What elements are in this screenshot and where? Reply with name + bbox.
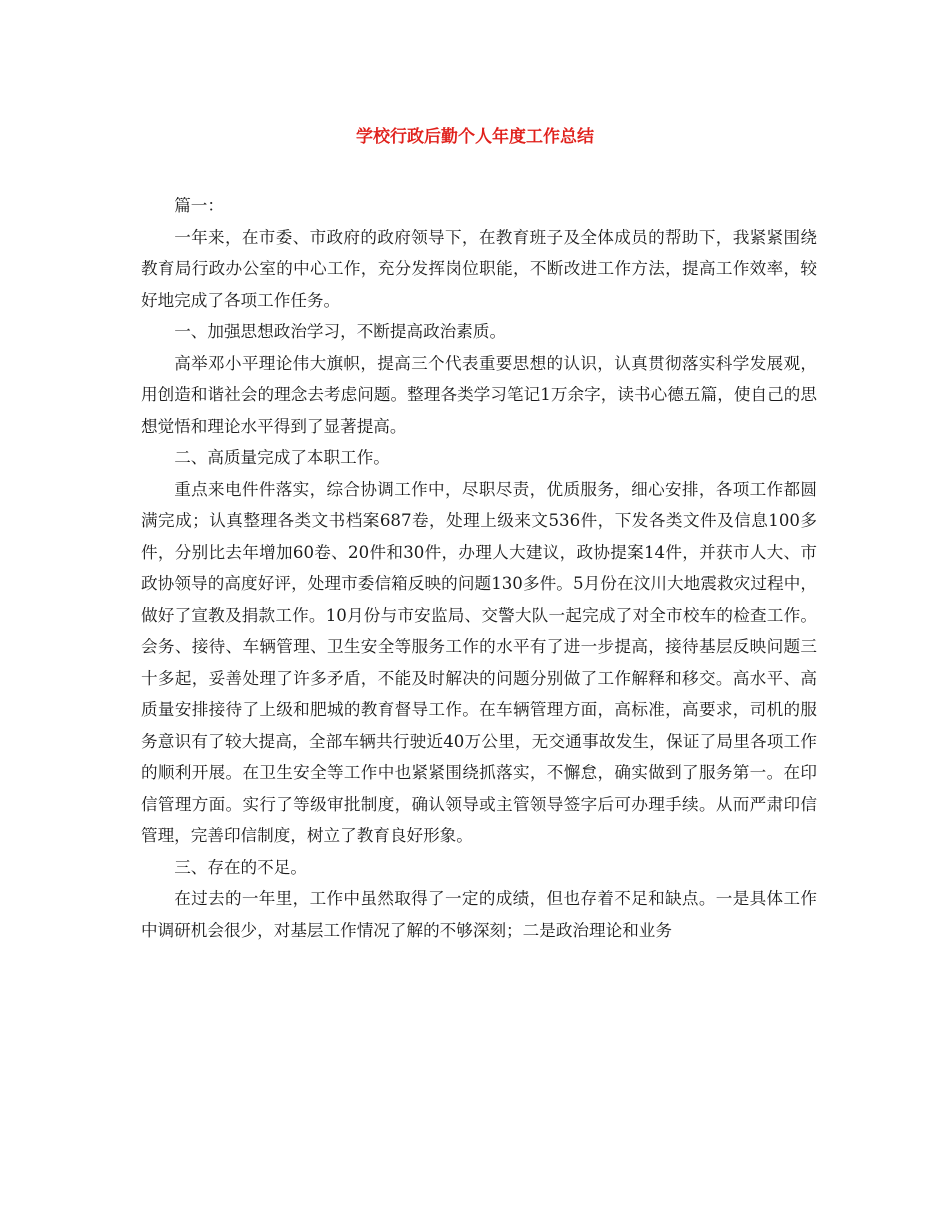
- section-heading-one: 一、加强思想政治学习，不断提高政治素质。: [174, 322, 507, 341]
- section-heading-two: 二、高质量完成了本职工作。: [174, 448, 390, 467]
- section-three-paragraph: 在过去的一年里，工作中虽然取得了一定的成绩，但也存着不足和缺点。一是具体工作中调研机会很少，对基层工作情况了解的不够深刻；二是政治理论和业务: [141, 889, 817, 940]
- section-heading-three: 三、存在的不足。: [174, 857, 307, 877]
- section-one-paragraph: 高举邓小平理论伟大旗帜，提高三个代表重要思想的认识，认真贯彻落实科学发展观，用创造和谐社会的理念去考虑问题。整理各类学习笔记1万余字，读书心德五篇，使自己的思想觉悟和理论水平得到了显著提高。: [141, 353, 817, 436]
- intro-paragraph: 一年来，在市委、市政府的政府领导下，在教育班子及全体成员的帮助下，我紧紧围绕教育局行政办公室的中心工作，充分发挥岗位职能，不断改进工作方法，提高工作效率，较好地完成了各项工作任务。: [141, 227, 817, 310]
- section-label-part-one: 篇一：: [174, 196, 224, 215]
- document-title: 学校行政后勤个人年度工作总结: [356, 127, 594, 147]
- section-two-paragraph: 重点来电件件落实，综合协调工作中，尽职尽责，优质服务，细心安排，各项工作都圆满完成；认真整理各类文书档案687卷，处理上级来文536件，下发各类文件及信息100多件，分别比去年增加60卷、20件和30件，办理人大建议，政协提案14件，并获市人大、市政协领导的高度好评，处理市委信箱反映的问题130多件。5月份在汶川大地震救灾过程中，做好了宣教及捐款工作。10月份与市安监局、交警大队一起完成了对全市校车的检查工作。会务、接待、车辆管理、卫生安全等服务工作的水平有了进一步提高，接待基层反映问题三十多起，妥善处理了许多矛盾，不能及时解决的问题分别做了工作解释和移交。高水平、高质量安排接待了上级和肥城的教育督导工作。在车辆管理方面，高标准，高要求，司机的服务意识有了较大提高，全部车辆共行驶近40万公里，无交通事故发生，保证了局里各项工作的顺利开展。在卫生安全等工作中也紧紧围绕抓落实，不懈怠，确实做到了服务第一。在印信管理方面。实行了等级审批制度，确认领导或主管领导签字后可办理手续。从而严肃印信管理，完善印信制度，树立了教育良好形象。: [141, 479, 817, 845]
- document-body: [141, 190, 817, 946]
